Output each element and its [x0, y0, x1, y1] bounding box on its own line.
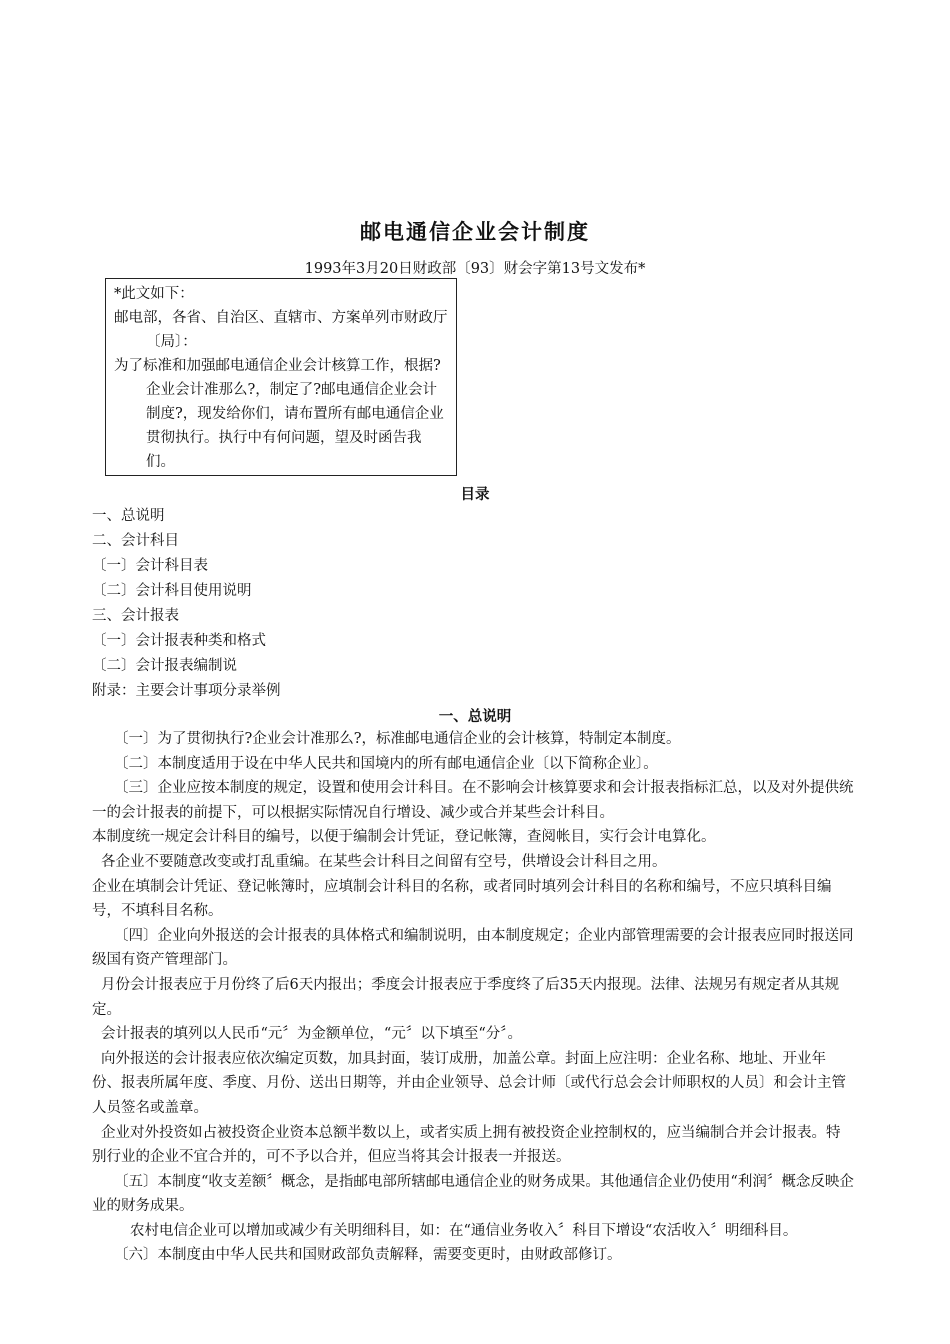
- table-of-contents: [92, 504, 281, 704]
- paragraph: 农村电信企业可以增加或减少有关明细科目，如：在“通信业务收入〞科目下增设“农活收入〞明细科目。: [130, 1222, 798, 1239]
- paragraph: 会计报表的填列以人民币“元〞为金额单位，“元〞以下填至“分〞。: [101, 1026, 522, 1043]
- paragraph: 〔二〕本制度适用于设在中华人民共和国境内的所有邮电通信企业〔以下简称企业〕。: [114, 755, 658, 772]
- notice-line: *此文如下：: [114, 286, 194, 302]
- paragraph: 〔一〕为了贯彻执行?企业会计准那么?，标准邮电通信企业的会计核算，特制定本制度。: [114, 731, 681, 747]
- document-title: 邮电通信企业会计制度: [360, 220, 590, 244]
- notice-addressee: 邮电部，各省、自治区、直辖市、方案单列市财政厅〔局〕：: [114, 310, 448, 350]
- paragraph: 本制度统一规定会计科目的编号，以便于编制会计凭证，登记帐簿，查阅帐目，实行会计电算化。: [92, 829, 716, 846]
- notice-box: [105, 278, 457, 476]
- document-subtitle: 1993年3月20日财政部〔93〕财会字第13号文发布*: [304, 261, 646, 277]
- paragraph: 〔三〕企业应按本制度的规定，设置和使用会计科目。在不影响会计核算要求和会计报表指标汇总，以及对外提供统一的会计报表的前提下，可以根据实际情况自行增设、减少或合并某些会计科目。: [92, 780, 854, 821]
- toc-heading: 目录: [460, 487, 490, 503]
- toc-item: 〔一〕会计报表种类和格式: [92, 633, 266, 649]
- paragraph: 月份会计报表应于月份终了后6天内报出；季度会计报表应于季度终了后35天内报现。法律、法规另有规定者从其规定。: [92, 976, 840, 1018]
- paragraph: 企业在填制会计凭证、登记帐簿时，应填制会计科目的名称，或者同时填列会计科目的名称和编号，不应只填科目编号，不填科目名称。: [92, 878, 832, 920]
- section-body: [92, 727, 854, 1268]
- toc-item: 〔二〕会计科目使用说明: [92, 583, 252, 599]
- paragraph: 企业对外投资如占被投资企业资本总额半数以上，或者实质上拥有被投资企业控制权的，应当编制合并会计报表。特别行业的企业不宜合并的，可不予以合并，但应当将其会计报表一并报送。: [92, 1124, 841, 1166]
- toc-item: 三、会计报表: [92, 608, 179, 624]
- section-heading: 一、总说明: [438, 709, 512, 725]
- toc-item: 〔二〕会计报表编制说: [92, 658, 237, 674]
- paragraph: 各企业不要随意改变或打乱重编。在某些会计科目之间留有空号，供增设会计科目之用。: [101, 853, 667, 870]
- toc-item: 一、总说明: [92, 508, 165, 524]
- paragraph: 〔六〕本制度由中华人民共和国财政部负责解释，需要变更时，由财政部修订。: [114, 1247, 622, 1264]
- toc-item: 二、会计科目: [92, 533, 179, 549]
- toc-item: 附录：主要会计事项分录举例: [92, 683, 281, 699]
- paragraph: 向外报送的会计报表应依次编定页数，加具封面，装订成册，加盖公章。封面上应注明：企业名称、地址、开业年份、报表所属年度、季度、月份、送出日期等，并由企业领导、总会计师〔或代行总会会计师职权的人员〕和会计主管人员签名或盖章。: [92, 1050, 846, 1116]
- paragraph: 〔四〕企业向外报送的会计报表的具体格式和编制说明，由本制度规定；企业内部管理需要的会计报表应同时报送同级国有资产管理部门。: [92, 927, 854, 969]
- toc-item: 〔一〕会计科目表: [92, 558, 208, 574]
- paragraph: 〔五〕本制度“收支差额〞概念，是指邮电部所辖邮电通信企业的财务成果。其他通信企业仍使用“利润〞概念反映企业的财务成果。: [92, 1173, 854, 1215]
- notice-body: 为了标准和加强邮电通信企业会计核算工作，根据?企业会计准那么?，制定了?邮电通信企业会计制度?，现发给你们，请布置所有邮电通信企业贯彻执行。执行中有何问题，望及时函告我们。: [114, 358, 444, 470]
